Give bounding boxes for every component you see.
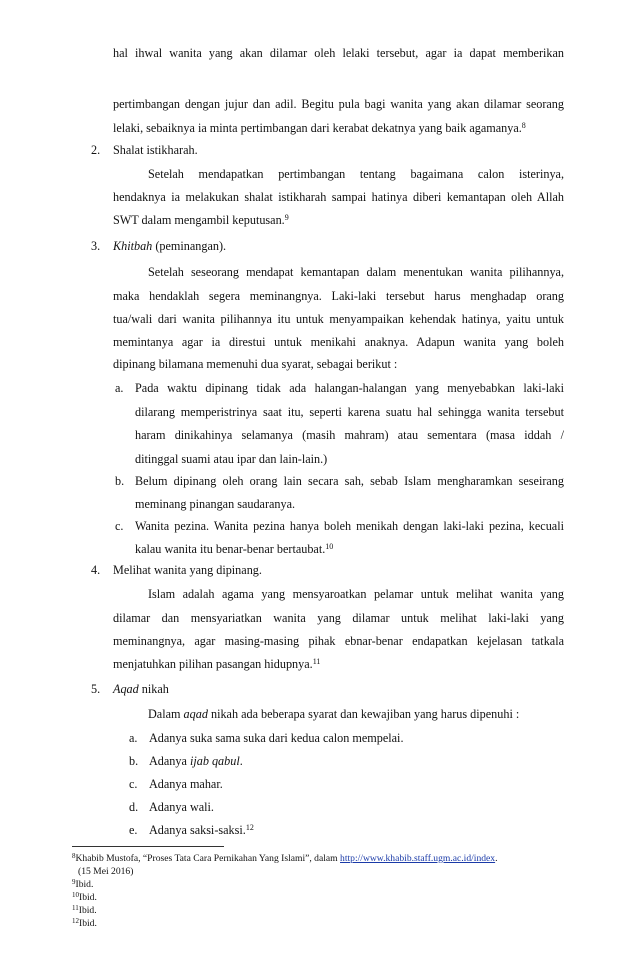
- list-item-line: kalau wanita itu benar-benar bertaubat.$^{10}$: [135, 542, 334, 556]
- list-item: Adanya saksi-saksi.$^{12}$: [149, 823, 254, 837]
- paragraph-line: Setelah seseorang mendapat kemantapan dalam menentukan wanita pilihannya,: [148, 265, 564, 279]
- list-item-line: Wanita pezina. Wanita pezina hanya boleh menikah dengan laki-laki pezina, kecuali: [135, 519, 564, 533]
- list-marker: a.: [129, 731, 138, 745]
- paragraph-line: lelaki, sebaiknya ia minta pertimbangan dari kerabat dekatnya yang baik agamanya.$^8$: [113, 121, 526, 135]
- paragraph-line: dilamar dan mensyariatkan wanita yang dilamar untuk melihat laki-laki yang: [113, 611, 564, 625]
- list-item-line: Pada waktu dipinang tidak ada halangan-halangan yang menyebabkan laki-laki: [135, 381, 564, 395]
- footnote-8-date: (15 Mei 2016): [78, 866, 134, 877]
- list-number: 3.: [91, 239, 101, 253]
- paragraph-line: Dalam aqad nikah ada beberapa syarat dan kewajiban yang harus dipenuhi :: [148, 707, 520, 721]
- footnote-ref: 8: [521, 121, 526, 130]
- list-item: Adanya mahar.: [149, 777, 223, 791]
- list-marker: c.: [115, 519, 124, 533]
- list-item-line: ditinggal suami atau ipar dan lain-lain.): [135, 452, 328, 466]
- footnote-9: $^9$Ibid.: [72, 878, 94, 890]
- list-item: Adanya suka sama suka dari kedua calon mempelai.: [149, 731, 404, 745]
- list-number: 5.: [91, 682, 101, 696]
- paragraph-line: meminangnya, agar masing-masing pihak ebnar-benar endapatkan kejelasan tatkala: [113, 634, 564, 648]
- paragraph-line: maka hendaklah segera meminangnya. Laki-laki tersebut harus menghadap orang: [113, 289, 564, 303]
- paragraph-line: hendaknya ia melakukan shalat istikharah sampai hatinya diberi kemantapan oleh Allah: [113, 190, 564, 204]
- paragraph-line: Setelah mendapatkan pertimbangan tentang bagaimana calon isterinya,: [148, 167, 564, 181]
- footnote-10: $^{10}$Ibid.: [72, 891, 97, 903]
- list-marker: c.: [129, 777, 138, 791]
- footnote-ref: 9: [284, 213, 289, 222]
- paragraph-line: dipinang bilamana memenuhi dua syarat, sebagai berikut :: [113, 357, 398, 371]
- footnote-ref: 11: [312, 657, 321, 666]
- list-item-line: Belum dipinang oleh orang lain secara sah, sebab Islam mengharamkan seseirang: [135, 474, 564, 488]
- footnote-12: $^{12}$Ibid.: [72, 917, 97, 929]
- paragraph-line: SWT dalam mengambil keputusan.$^9$: [113, 213, 289, 227]
- list-item-line: dilarang memperistrinya saat itu, seperti karena suatu hal sehingga wanita tersebut: [135, 405, 564, 419]
- list-marker: a.: [115, 381, 124, 395]
- list-item-line: haram dinikahinya selamanya (masih mahram) atau sementara (masa iddah /: [135, 428, 564, 442]
- list-marker: b.: [115, 474, 125, 488]
- footnote-separator: [72, 846, 224, 847]
- section-heading: Khitbah (peminangan).: [113, 239, 227, 253]
- footnote-link[interactable]: http://www.khabib.staff.ugm.ac.id/index: [340, 853, 496, 864]
- footnote-ref: 12: [245, 823, 254, 832]
- paragraph-line: menjatuhkan pilihan pasangan hidupnya.$^{11}$: [113, 657, 321, 671]
- section-heading: Shalat istikharah.: [113, 143, 198, 157]
- paragraph-line: hal ihwal wanita yang akan dilamar oleh lelaki tersebut, agar ia dapat memberikan: [113, 46, 564, 60]
- list-item-line: meminang pinangan saudaranya.: [135, 497, 296, 511]
- list-number: 2.: [91, 143, 101, 157]
- list-item: Adanya wali.: [149, 800, 214, 814]
- paragraph-line: pertimbangan dengan jujur dan adil. Begitu pula bagi wanita yang akan dilamar seorang: [113, 97, 564, 111]
- footnote-ref: 10: [325, 542, 334, 551]
- section-heading: Melihat wanita yang dipinang.: [113, 563, 262, 577]
- footnote-11: $^{11}$Ibid.: [72, 904, 97, 916]
- list-number: 4.: [91, 563, 101, 577]
- paragraph-line: tua/wali dari wanita pilihannya itu untuk menyampaikan kehendak hatinya, yaitu untuk: [113, 312, 564, 326]
- footnote-8: $^8$Khabib Mustofa, “Proses Tata Cara Pernikahan Yang Islami”, dalam http://www.khabib.staff.ugm.ac.id/index.: [72, 852, 498, 864]
- list-marker: b.: [129, 754, 139, 768]
- list-marker: d.: [129, 800, 139, 814]
- list-item: Adanya ijab qabul.: [149, 754, 243, 768]
- list-marker: e.: [129, 823, 138, 837]
- section-heading: Aqad nikah: [113, 682, 169, 696]
- paragraph-line: Islam adalah agama yang mensyaroatkan pelamar untuk melihat wanita yang: [148, 587, 564, 601]
- paragraph-line: memintanya agar ia direstui untuk menikahi anaknya. Adapun wanita yang boleh: [113, 335, 564, 349]
